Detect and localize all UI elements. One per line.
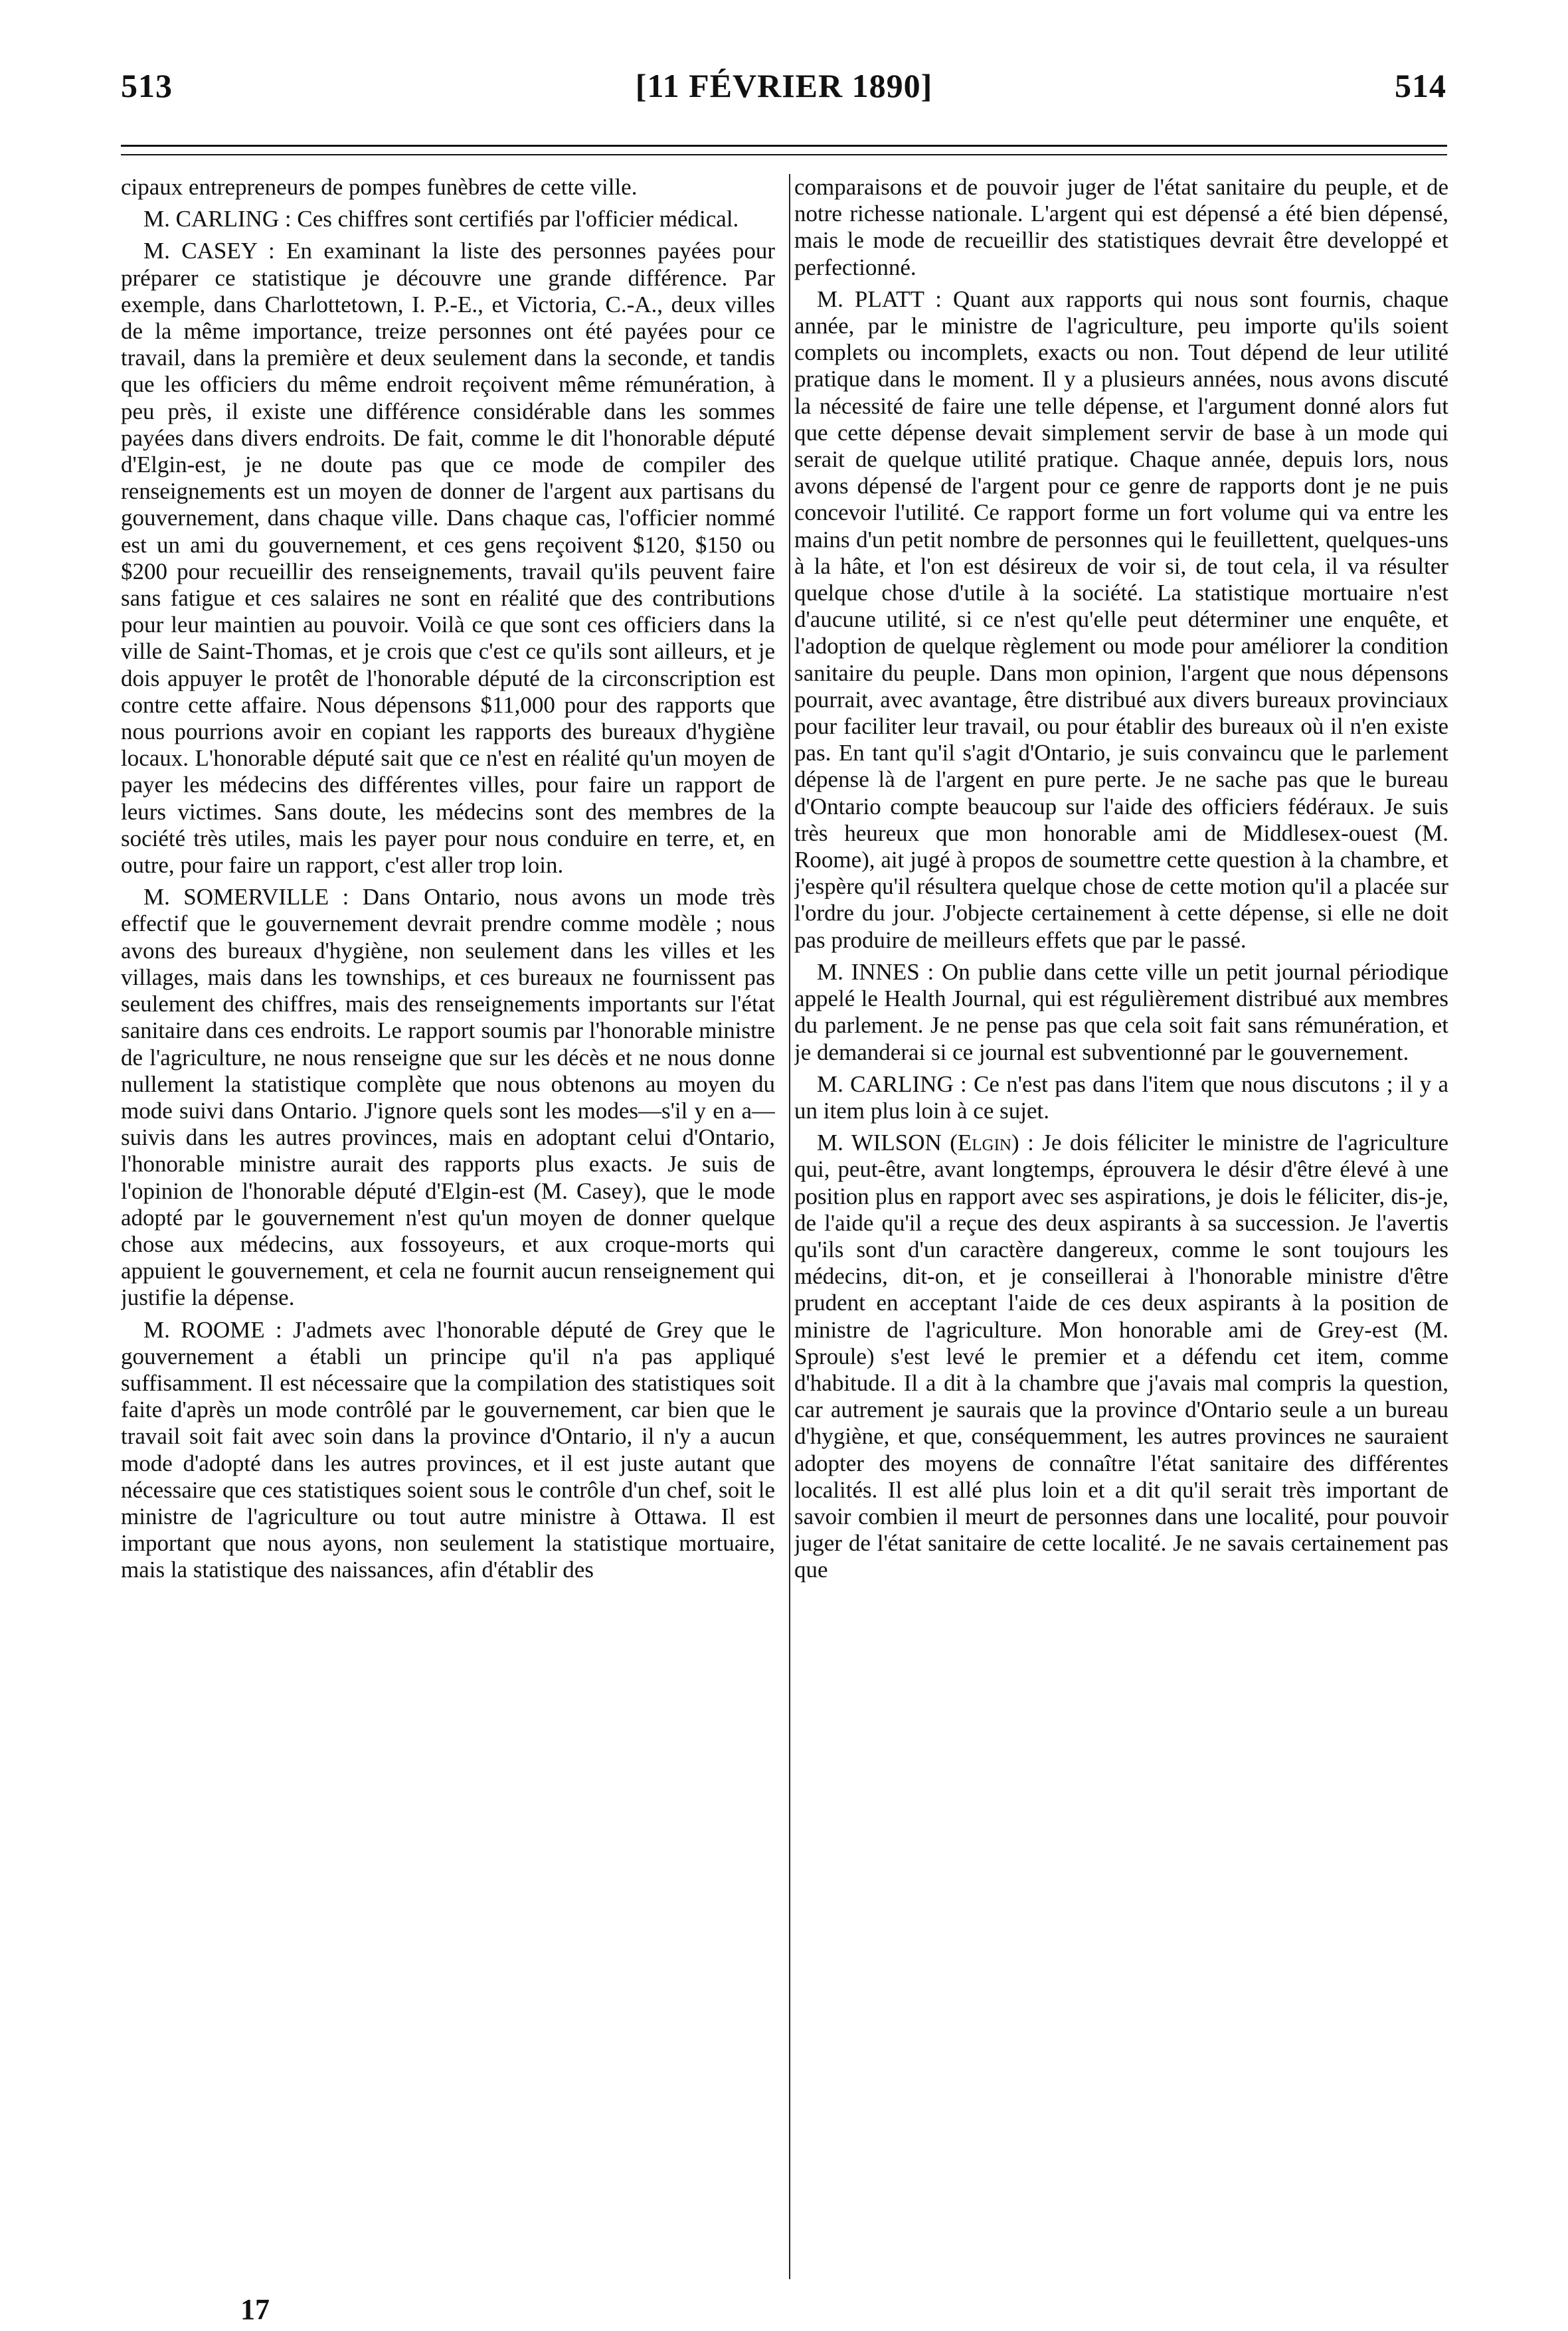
signature-mark: 17 [240,2293,270,2326]
page-date-header: [11 FÉVRIER 1890] [635,67,933,104]
speech-paragraph [121,206,775,232]
column-divider [789,174,790,2279]
speech-text: J'admets avec l'honorable député de Grey que le gouvernement a établi un principe qu'il n'a pas appliqué suffisamment. Il est nécessaire que la compilation des statistiques soit faite d'après un mode contrôlé par le gouvernement, car bien que le travail soit fait avec soin dans la province d'Ontario, il n'y a aucun mode d'adopté dans les autres provinces, et il est juste autant que nécessaire que ces statistiques soient sous le contrôle d'un chef, soit le ministre de l'agriculture ou tout autre ministre à Ottawa. Il est important que nous ayons, non seulement la statistique mortuaire, mais la statistique des naissances, afin d'établir des [121,1316,775,1583]
speech-paragraph [121,884,775,1311]
speech-text: Quant aux rapports qui nous sont fournis, chaque année, par le ministre de l'agriculture, peu importe qu'ils soient complets ou incomplets, exacts ou non. Tout dépend de leur utilité pratique dans le moment. Il y a plusieurs années, nous avons discuté la nécessité de faire une telle dépense, et l'argument donné alors fut que cette dépense devait simplement servir de base à un mode qui serait de quelque utilité pratique. Chaque année, depuis lors, nous avons dépensé de l'argent pour ce genre de rapports dont je ne puis concevoir l'utilité. Ce rapport forme un fort volume qui va entre les mains d'un petit nombre de personnes qui le feuillettent, quelques-uns à la hâte, et l'on est désireux de voir si, de tout cela, il va résulter quelque chose d'utile à la société. La statistique mortuaire n'est d'aucune utilité, si ce n'est qu'elle peut déterminer une enquête, et l'adoption de quelque règlement ou mode pour améliorer la condition sanitaire du peuple. Dans mon opinion, l'argent que nous dépensons pourrait, avec avantage, être distribué aux divers bureaux provinciaux pour faciliter leur travail, ou pour établir des bureaux où il n'en existe pas. En tant qu'il s'agit d'Ontario, je suis convaincu que le parlement dépense là de l'argent en pure perte. Je ne sache pas que le bureau d'Ontario compte beaucoup sur l'aide des officiers fédéraux. Je suis très heureux que mon honorable ami de Middlesex-ouest (M. Roome), ait jugé à propos de soumettre cette question à la chambre, et j'espère qu'il résultera quelque chose de cette motion qu'il a placée sur l'ordre du jour. J'objecte certainement à cette dépense, si elle ne doit pas produire de meilleurs effets que par le passé. [794,286,1448,953]
speech-paragraph [794,959,1448,1066]
speech-paragraph [794,1071,1448,1124]
speech-text: Je dois féliciter le ministre de l'agriculture qui, peut-être, avant longtemps, éprouvera le désir d'être élevé à une position plus en rapport avec ses aspirations, je dois le féliciter, dis-je, de l'aide qu'il a reçue des deux aspirants à sa succession. Je l'avertis qu'ils sont d'un caractère dangereux, comme le sont toujours les médecins, dit-on, et je conseillerai à l'honorable ministre d'être prudent en acceptant l'aide de ces deux aspirants à la position de ministre de l'agriculture. Mon honorable ami de Grey-est (M. Sproule) s'est levé le premier et a défendu cet item, comme d'habitude. Il a dit à la chambre que j'avais mal compris la question, car autrement je saurais que la province d'Ontario seule a un bureau d'hygiène, et que, conséquemment, les autres provinces ne sauraient adopter des moyens de connaître l'état sanitaire des différentes localités. Il est allé plus loin et a dit qu'il serait très important de savoir combien il meurt de personnes dans une localité, pour pouvoir juger de l'état sanitaire de cette localité. Je ne savais certainement pas que [794,1130,1448,1583]
speech-text: Ce n'est pas dans l'item que nous discutons ; il y a un item plus loin à ce sujet. [794,1071,1448,1124]
speech-text: En examinant la liste des personnes payées pour préparer ce statistique je découvre une grande différence. Par exemple, dans Charlottetown, I. P.-E., et Victoria, C.-A., deux villes de la même importance, treize personnes ont été payées pour ce travail, dans la première et deux seulement dans la seconde, et tandis que les officiers du même endroit reçoivent même rémunération, à peu près, il existe une différence considérable dans les sommes payées dans divers endroits. De fait, comme le dit l'honorable député d'Elgin-est, je ne doute pas que ce mode de compiler des renseignements est un moyen de donner de l'argent aux partisans du gouvernement, dans chaque ville. Dans chaque cas, l'officier nommé est un ami du gouvernement, et ces gens reçoivent $120, $150 ou $200 pour recueillir des renseignements, travail qu'ils peuvent faire sans fatigue et ces salaires ne sont en réalité que des contributions pour leur maintien au pouvoir. Voilà ce que sont ces officiers dans la ville de Saint-Thomas, et je crois que c'est ce qu'ils sont ailleurs, et je dois appuyer le protêt de l'honorable député de la circonscription est contre cette affaire. Nous dépensons $11,000 pour des rapports que nous pourrions avoir en copiant les rapports des bureaux d'hygiène locaux. L'honorable député sait que ce n'est en réalité qu'un moyen de payer les médecins des différentes villes, pour faire un rapport de leurs victimes. Sans doute, les médecins sont des membres de la société très utiles, mais les payer pour nous conduire en terre, et, en outre, pour faire un rapport, c'est aller trop loin. [121,238,775,879]
speaker-name: M. WILSON (Elgin) : [817,1130,1034,1156]
page-header [0,66,1568,113]
header-rule-thick [121,145,1447,147]
speaker-name: M. CARLING : [817,1071,967,1097]
speaker-name: M. PLATT : [817,286,942,312]
header-rule-thin [121,154,1447,155]
speaker-name: M. ROOME : [143,1316,282,1343]
speech-paragraph [794,174,1448,281]
speech-text: comparaisons et de pouvoir juger de l'état sanitaire du peuple, et de notre richesse nationale. L'argent qui est dépensé a été bien dépensé, mais le mode de recueillir des statistiques devrait être developpé et perfectionné. [794,174,1448,280]
speech-paragraph [794,286,1448,954]
page-number-left: 513 [121,67,173,104]
speaker-name: M. SOMERVILLE : [143,884,349,910]
right-column [794,174,1448,2266]
speaker-name: M. CASEY : [143,238,275,264]
speech-paragraph [121,174,775,201]
speaker-name: M. CARLING : [143,206,292,232]
speech-text: On publie dans cette ville un petit journal périodique appelé le Health Journal, qui est régulièrement distribué aux membres du parlement. Je ne pense pas que cela soit fait sans rémunération, et je demanderai si ce journal est subventionné par le gouvernement. [794,958,1448,1065]
speech-paragraph [794,1130,1448,1583]
speech-text: Dans Ontario, nous avons un mode très effectif que le gouvernement devrait prendre comme modèle ; nous avons des bureaux d'hygiène, non seulement dans les villes et les villages, mais dans les townships, et ces bureaux ne fournissent pas seulement des chiffres, mais des renseignements importants sur l'état sanitaire dans ces endroits. Le rapport soumis par l'honorable ministre de l'agriculture, ne nous renseigne que sur les décès et ne nous donne nullement la statistique complète que nous obtenons au moyen du mode suivi dans Ontario. J'ignore quels sont les modes—s'il y en a—suivis dans les autres provinces, mais en adoptant celui d'Ontario, l'honorable ministre aurait des rapports plus exacts. Je suis de l'opinion de l'honorable député d'Elgin-est (M. Casey), que le mode adopté par le gouvernement n'est qu'un moyen de donner quelque chose aux médecins, aux fossoyeurs, et aux croque-morts qui appuient le gouvernement, et cela ne fournit aucun renseignement qui justifie la dépense. [121,884,775,1311]
speech-text: Ces chiffres sont certifiés par l'officier médical. [297,206,739,232]
page-number-right: 514 [1395,67,1446,104]
speech-text: cipaux entrepreneurs de pompes funèbres de cette ville. [121,174,638,200]
left-column [121,174,775,2266]
speech-paragraph [121,1317,775,1584]
speech-paragraph [121,238,775,879]
speaker-name: M. INNES : [817,958,934,985]
